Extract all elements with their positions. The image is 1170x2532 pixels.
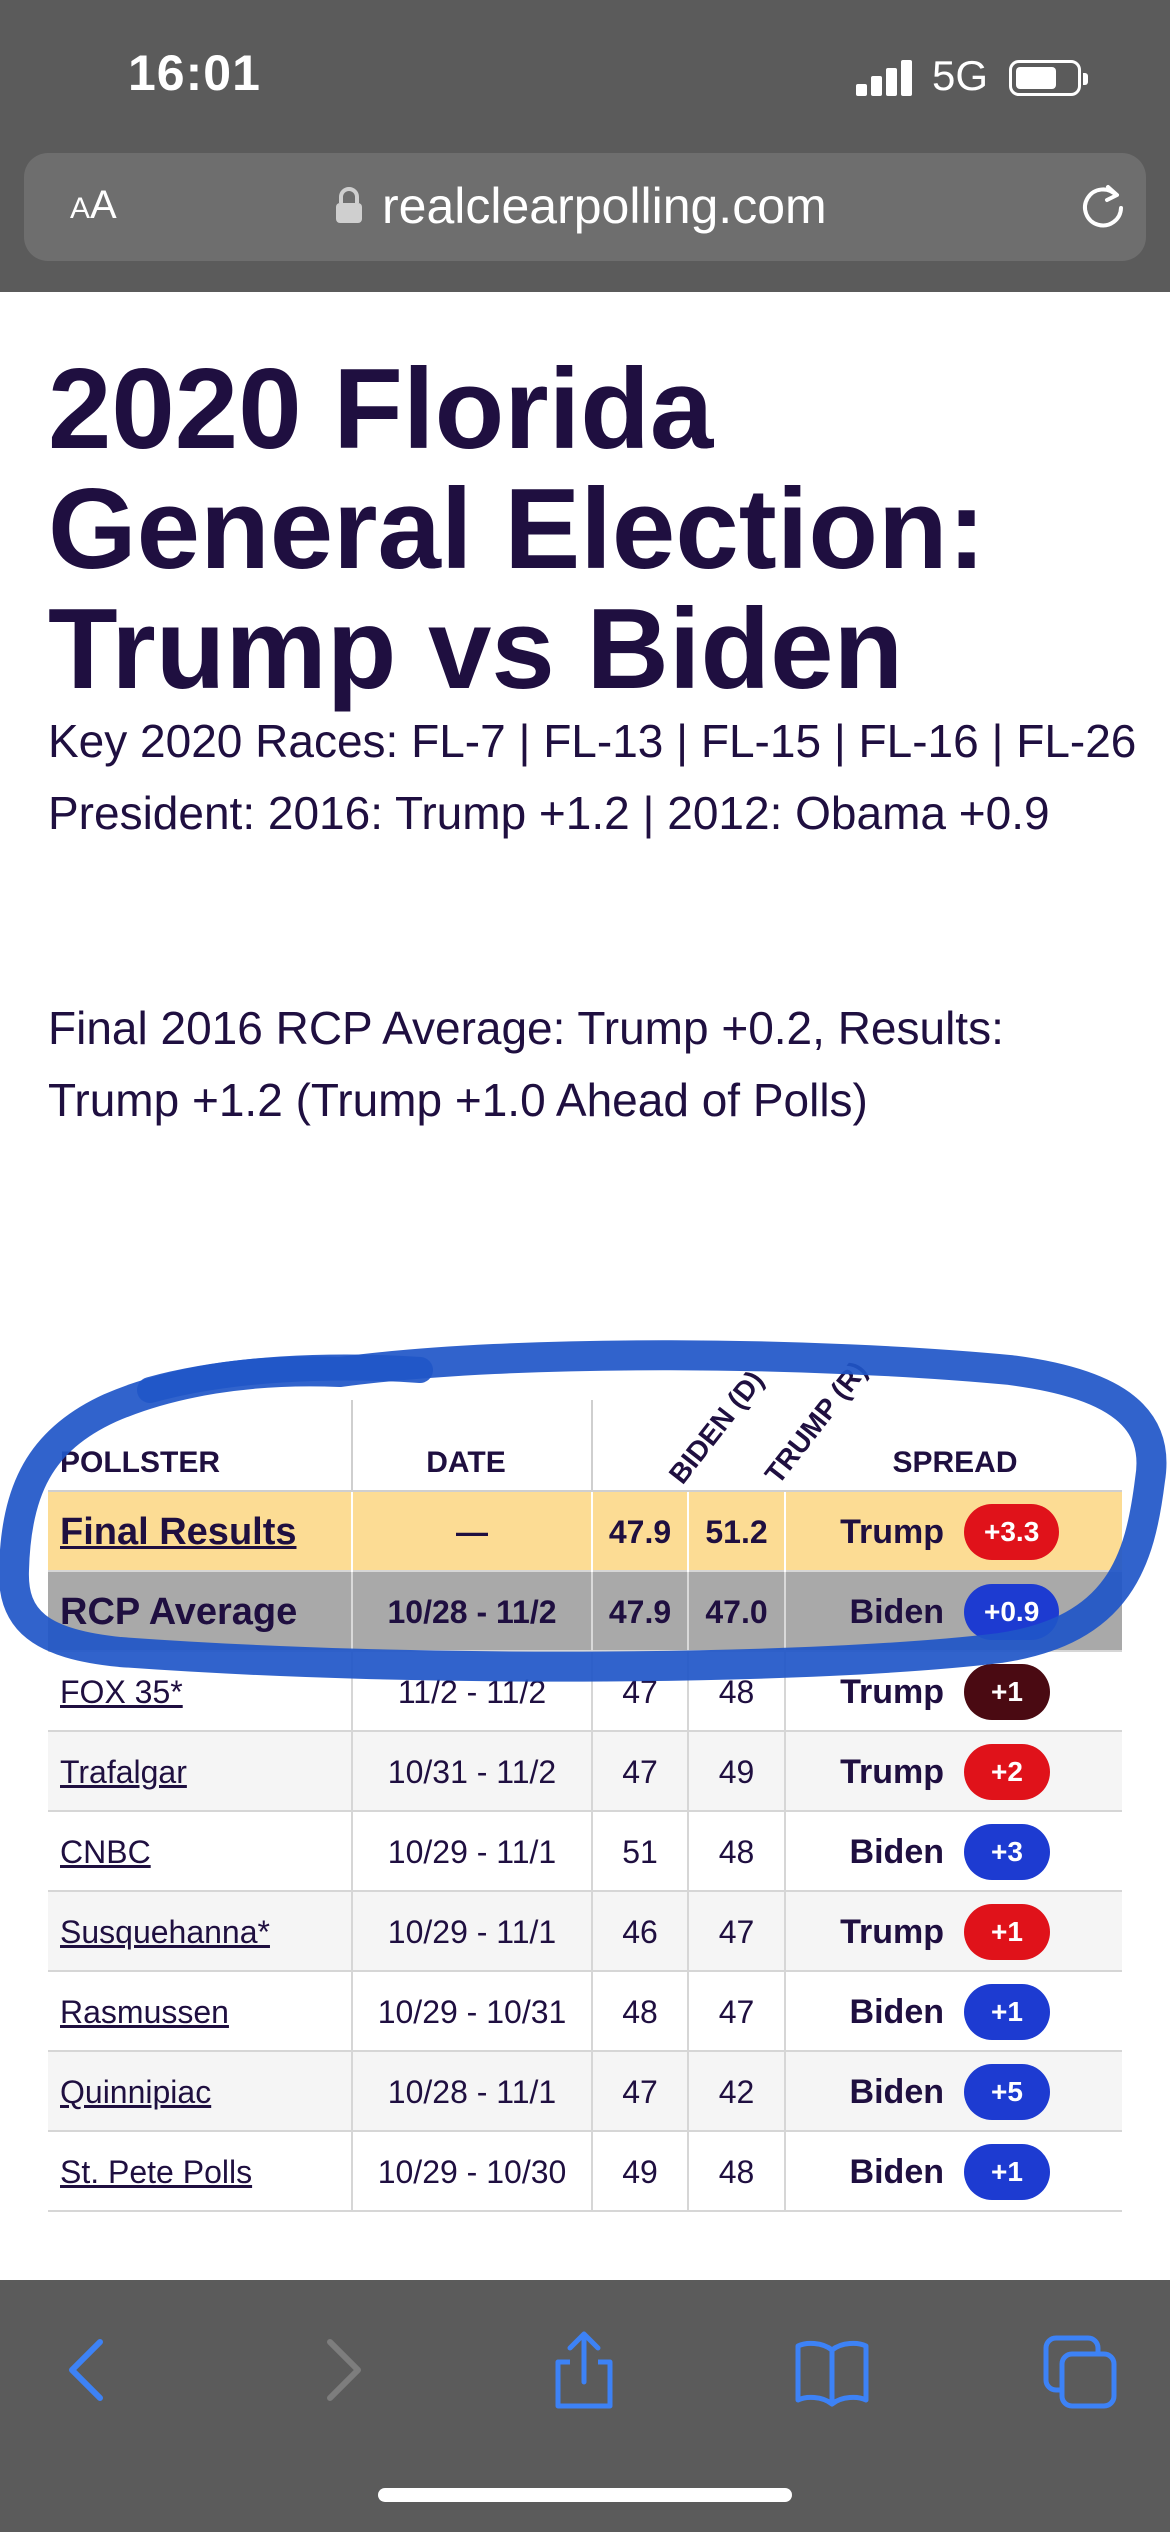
forward-icon[interactable] bbox=[302, 2330, 382, 2410]
table-row bbox=[48, 2052, 1122, 2132]
pollster-link[interactable]: Susquehanna* bbox=[60, 1914, 270, 1950]
pollster-link[interactable]: CNBC bbox=[60, 1834, 151, 1870]
spread-badge: +5 bbox=[964, 2064, 1050, 2120]
status-time: 16:01 bbox=[128, 45, 261, 101]
spread-badge: +1 bbox=[964, 1664, 1050, 1720]
biden-cell: 47.9 bbox=[591, 1572, 687, 1652]
header-spread[interactable]: SPREAD bbox=[892, 1446, 1018, 1479]
pollster-link[interactable]: Trafalgar bbox=[60, 1754, 187, 1790]
spread-leader: Trump bbox=[840, 1913, 944, 1951]
network-type: 5G bbox=[932, 52, 989, 99]
date-cell: 10/29 - 11/1 bbox=[351, 1812, 591, 1892]
back-icon[interactable] bbox=[48, 2330, 128, 2410]
date-cell: 10/29 - 11/1 bbox=[351, 1892, 591, 1972]
biden-cell: 47 bbox=[591, 1732, 687, 1812]
spread-cell bbox=[784, 1972, 1122, 2052]
spread-leader: Trump bbox=[840, 1673, 944, 1711]
share-icon[interactable] bbox=[544, 2330, 624, 2410]
address-bar[interactable] bbox=[24, 153, 1146, 261]
date-cell: 10/28 - 11/2 bbox=[351, 1572, 591, 1652]
spread-leader: Biden bbox=[849, 2073, 944, 2111]
date-cell: 10/31 - 11/2 bbox=[351, 1732, 591, 1812]
date-cell: — bbox=[351, 1492, 591, 1572]
pollster-link[interactable]: Final Results bbox=[60, 1511, 297, 1553]
tabs-icon[interactable] bbox=[1040, 2330, 1120, 2410]
final-2016-note: Final 2016 RCP Average: Trump +0.2, Results: Trump +1.2 (Trump +1.0 Ahead of Polls) bbox=[48, 1002, 1004, 1126]
spread-cell bbox=[784, 2052, 1122, 2132]
spread-badge: +3.3 bbox=[964, 1504, 1059, 1560]
pollster-link[interactable]: Rasmussen bbox=[60, 1994, 229, 2030]
table-row bbox=[48, 1812, 1122, 1892]
table-header bbox=[48, 1355, 1122, 1492]
pollster-link[interactable]: Quinnipiac bbox=[60, 2074, 212, 2110]
trump-cell: 48 bbox=[687, 1652, 784, 1732]
pollster-link[interactable]: St. Pete Polls bbox=[60, 2154, 253, 2190]
final-results-row bbox=[48, 1492, 1122, 1572]
trump-cell: 51.2 bbox=[687, 1492, 784, 1572]
table-row bbox=[48, 1892, 1122, 1972]
date-cell: 10/28 - 11/1 bbox=[351, 2052, 591, 2132]
trump-cell: 48 bbox=[687, 1812, 784, 1892]
table-row bbox=[48, 1972, 1122, 2052]
trump-cell: 47 bbox=[687, 1972, 784, 2052]
spread-cell bbox=[784, 1652, 1122, 1732]
trump-cell: 48 bbox=[687, 2132, 784, 2212]
spread-cell bbox=[784, 1812, 1122, 1892]
date-cell: 10/29 - 10/31 bbox=[351, 1972, 591, 2052]
spread-badge: +0.9 bbox=[964, 1584, 1059, 1640]
table-row bbox=[48, 2132, 1122, 2212]
spread-leader: Trump bbox=[840, 1753, 944, 1791]
spread-cell bbox=[784, 1732, 1122, 1812]
trump-cell: 42 bbox=[687, 2052, 784, 2132]
spread-badge: +1 bbox=[964, 1904, 1050, 1960]
bookmarks-icon[interactable] bbox=[792, 2330, 872, 2410]
url-text[interactable]: realclearpolling.com bbox=[382, 178, 827, 234]
trump-cell: 49 bbox=[687, 1732, 784, 1812]
biden-cell: 46 bbox=[591, 1892, 687, 1972]
header-pollster[interactable]: POLLSTER bbox=[60, 1446, 221, 1479]
header-biden[interactable]: BIDEN (D) bbox=[662, 1364, 770, 1490]
spread-leader: Biden bbox=[849, 2153, 944, 2191]
biden-cell: 47 bbox=[591, 1652, 687, 1732]
cellular-signal-icon bbox=[856, 60, 912, 96]
biden-cell: 47 bbox=[591, 2052, 687, 2132]
page-title: 2020 Florida General Election: Trump vs Biden bbox=[48, 346, 986, 713]
spread-leader: Trump bbox=[840, 1513, 944, 1551]
spread-cell bbox=[784, 2132, 1122, 2212]
trump-cell: 47.0 bbox=[687, 1572, 784, 1652]
header-date[interactable]: DATE bbox=[426, 1446, 506, 1479]
spread-cell bbox=[784, 1892, 1122, 1972]
spread-badge: +1 bbox=[964, 1984, 1050, 2040]
lock-icon bbox=[334, 187, 364, 225]
biden-cell: 49 bbox=[591, 2132, 687, 2212]
polls-table bbox=[48, 1355, 1122, 2212]
date-cell: 11/2 - 11/2 bbox=[351, 1652, 591, 1732]
table-row bbox=[48, 1732, 1122, 1812]
rcp-average-label: RCP Average bbox=[60, 1591, 298, 1633]
spread-badge: +2 bbox=[964, 1744, 1050, 1800]
battery-icon bbox=[1009, 60, 1081, 96]
spread-cell bbox=[784, 1572, 1122, 1652]
spread-badge: +1 bbox=[964, 2144, 1050, 2200]
biden-cell: 51 bbox=[591, 1812, 687, 1892]
biden-cell: 47.9 bbox=[591, 1492, 687, 1572]
table-row bbox=[48, 1652, 1122, 1732]
trump-cell: 47 bbox=[687, 1892, 784, 1972]
date-cell: 10/29 - 10/30 bbox=[351, 2132, 591, 2212]
rcp-average-row bbox=[48, 1572, 1122, 1652]
text-size-button[interactable]: AA bbox=[70, 183, 117, 227]
browser-top-chrome bbox=[0, 0, 1170, 292]
home-indicator[interactable] bbox=[378, 2488, 792, 2502]
pollster-link[interactable]: FOX 35* bbox=[60, 1674, 183, 1710]
header-trump[interactable]: TRUMP (R) bbox=[758, 1355, 873, 1490]
reload-icon[interactable] bbox=[1078, 181, 1128, 231]
spread-leader: Biden bbox=[849, 1593, 944, 1631]
spread-leader: Biden bbox=[849, 1993, 944, 2031]
spread-cell bbox=[784, 1492, 1122, 1572]
page-subtitle: Key 2020 Races: FL-7 | FL-13 | FL-15 | FL-16 | FL-26 President: 2016: Trump +1.2 | 2012: Obama +0.9 bbox=[48, 715, 1137, 839]
spread-leader: Biden bbox=[849, 1833, 944, 1871]
spread-badge: +3 bbox=[964, 1824, 1050, 1880]
biden-cell: 48 bbox=[591, 1972, 687, 2052]
